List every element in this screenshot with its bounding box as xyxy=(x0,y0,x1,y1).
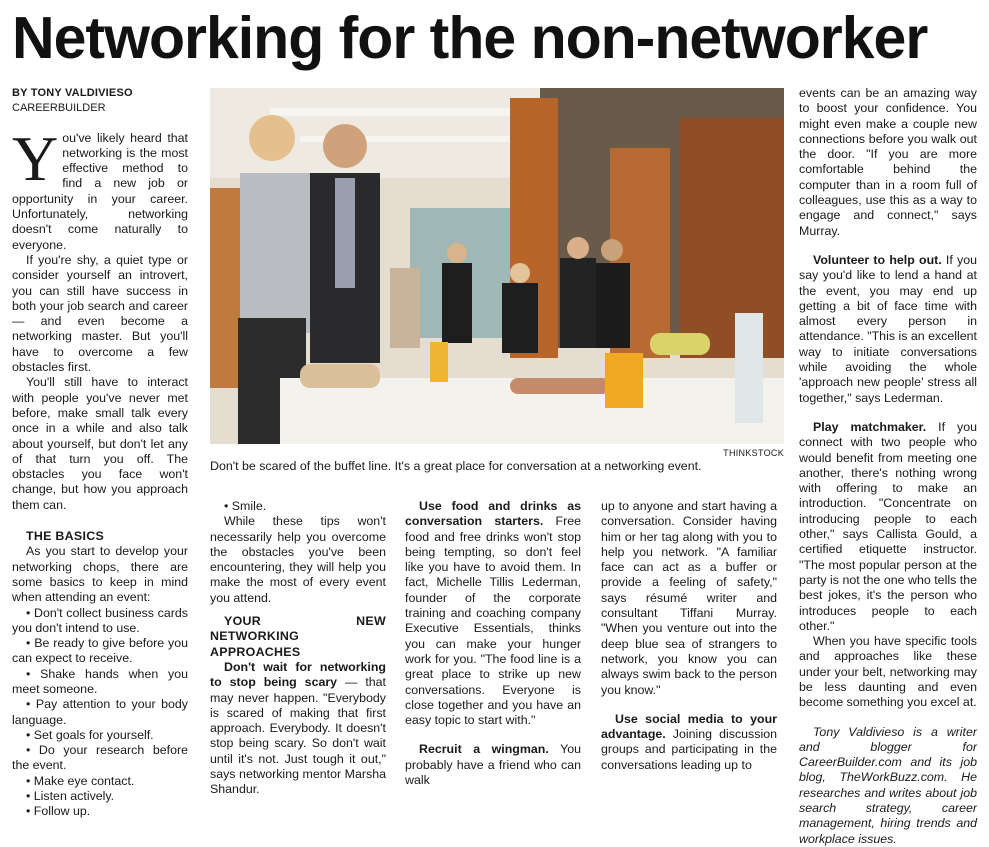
article-column-3 xyxy=(405,499,581,788)
article-column-4 xyxy=(601,499,777,773)
paragraph: While these tips won't necessarily help you overcome the obstacles you've been encountering, they will help you make the most of every event you attend. xyxy=(210,514,386,605)
section-heading-basics: THE BASICS xyxy=(26,529,105,544)
paragraph: events can be an amazing way to boost your confidence. You might even make a couple new connections before you walk out the door. "If you are more comfortable behind the computer than in a room full of colleagues, use this as a way to engage and connect," says Murray. xyxy=(799,86,977,238)
list-item: • Make eye contact. xyxy=(26,773,135,788)
list-item: • Pay attention to your body language. xyxy=(12,697,188,727)
paragraph: Use food and drinks as conversation starters. Free food and free drinks won't stop being tempting, so don't feel like you have to avoid them. In fact, Michelle Tillis Lederman, founder of the corporate training and coaching company Executive Essentials, thinks you can make your hunger work for you. "The food line is a great place to strike up new conversations. Everyone is close together and you have an easy topic to start with." xyxy=(405,499,582,728)
list-item: • Listen actively. xyxy=(26,789,115,804)
paragraph: As you start to develop your networking chops, there are some basics to keep in mind when attending an event: xyxy=(12,544,188,605)
paragraph: When you have specific tools and approaches like these under your belt, networking may be less daunting and even become something you excel at. xyxy=(799,634,977,710)
author-bio: Tony Valdivieso is a writer and blogger for CareerBuilder.com and its job blog, TheWorkBuzz.com. He researches and writes about job search strategy, career management, hiring trends and workplace issues. xyxy=(799,724,977,846)
photo-caption: Don't be scared of the buffet line. It's a great place for conversation at a networking event. xyxy=(210,459,702,473)
source-label: CAREERBUILDER xyxy=(12,102,106,115)
article-column-1 xyxy=(12,86,188,820)
paragraph: Don't wait for networking to stop being scary — that may never happen. "Everybody is scared of making that first approach. Everybody. It doesn't stop being scary. So don't wait until it's not. Just tough it out," says networking mentor Marsha Shandur. xyxy=(210,659,386,797)
list-item: • Do your research before the event. xyxy=(12,743,188,773)
list-item: • Be ready to give before you can expect to receive. xyxy=(12,636,188,666)
intro-paragraph: You've likely heard that networking is the most effective method to find a new job or opportunity in your career. Unfortunately, networking doesn't come naturally to everyone. xyxy=(12,122,188,252)
article-column-2 xyxy=(210,499,386,798)
paragraph: Recruit a wingman. You probably have a friend who can walk xyxy=(405,742,581,788)
list-item: • Shake hands when you meet someone. xyxy=(12,666,188,696)
photo-illustration xyxy=(210,88,784,444)
list-item: • Set goals for yourself. xyxy=(26,727,154,742)
section-heading-approaches: YOUR NEW NETWORKING APPROACHES xyxy=(210,614,386,659)
paragraph: If you're shy, a quiet type or consider yourself an introvert, you can still have success in both your job search and career — and even become a networking master. But you'll have to overcome a few obstacles first. xyxy=(12,252,188,375)
paragraph: Use social media to your advantage. Joining discussion groups and participating in the conversations leading up to xyxy=(601,711,777,772)
paragraph: up to anyone and start having a conversation. Consider having him or her tag along with you to help you network. "A familiar face can act as a buffer or provide a feeling of safety," says résumé writer and consultant Tiffani Murray. "When you venture out into the deep blue sea of strangers to network, you know you can always swim back to the person you know." xyxy=(601,499,777,697)
paragraph: Volunteer to help out. If you say you'd like to lend a hand at the event, you may end up getting a bit of face time with almost every person in attendance. "This is an excellent way to initiate conversations while avoiding the whole 'approach new people' stress all together," says Lederman. xyxy=(799,252,977,405)
article-column-5 xyxy=(799,86,977,847)
list-item: • Follow up. xyxy=(26,804,91,819)
photo-credit: THINKSTOCK xyxy=(723,448,784,458)
list-item: • Don't collect business cards you don't intend to use. xyxy=(12,605,188,635)
paragraph: You'll still have to interact with people you've never met before, make small talk every once in a while and also talk about yourself, but don't let any of that turn you off. The obstacles you face won't change, but how you approach them can. xyxy=(12,375,188,512)
paragraph: Play matchmaker. If you connect with two people who would benefit from meeting one another, there's nothing wrong with offering to make an introduction. "Concentrate on introducing people to each other," says Callista Gould, a certified etiquette instructor. "The most popular person at the party is not the one who tells the best jokes, it's the person who introduces people to each other." xyxy=(799,419,977,633)
drop-cap: Y xyxy=(12,122,59,194)
event-photo xyxy=(210,88,784,444)
headline: Networking for the non-networker xyxy=(12,5,928,71)
byline: BY TONY VALDIVIESO xyxy=(12,87,133,99)
list-item: • Smile. xyxy=(224,499,267,513)
